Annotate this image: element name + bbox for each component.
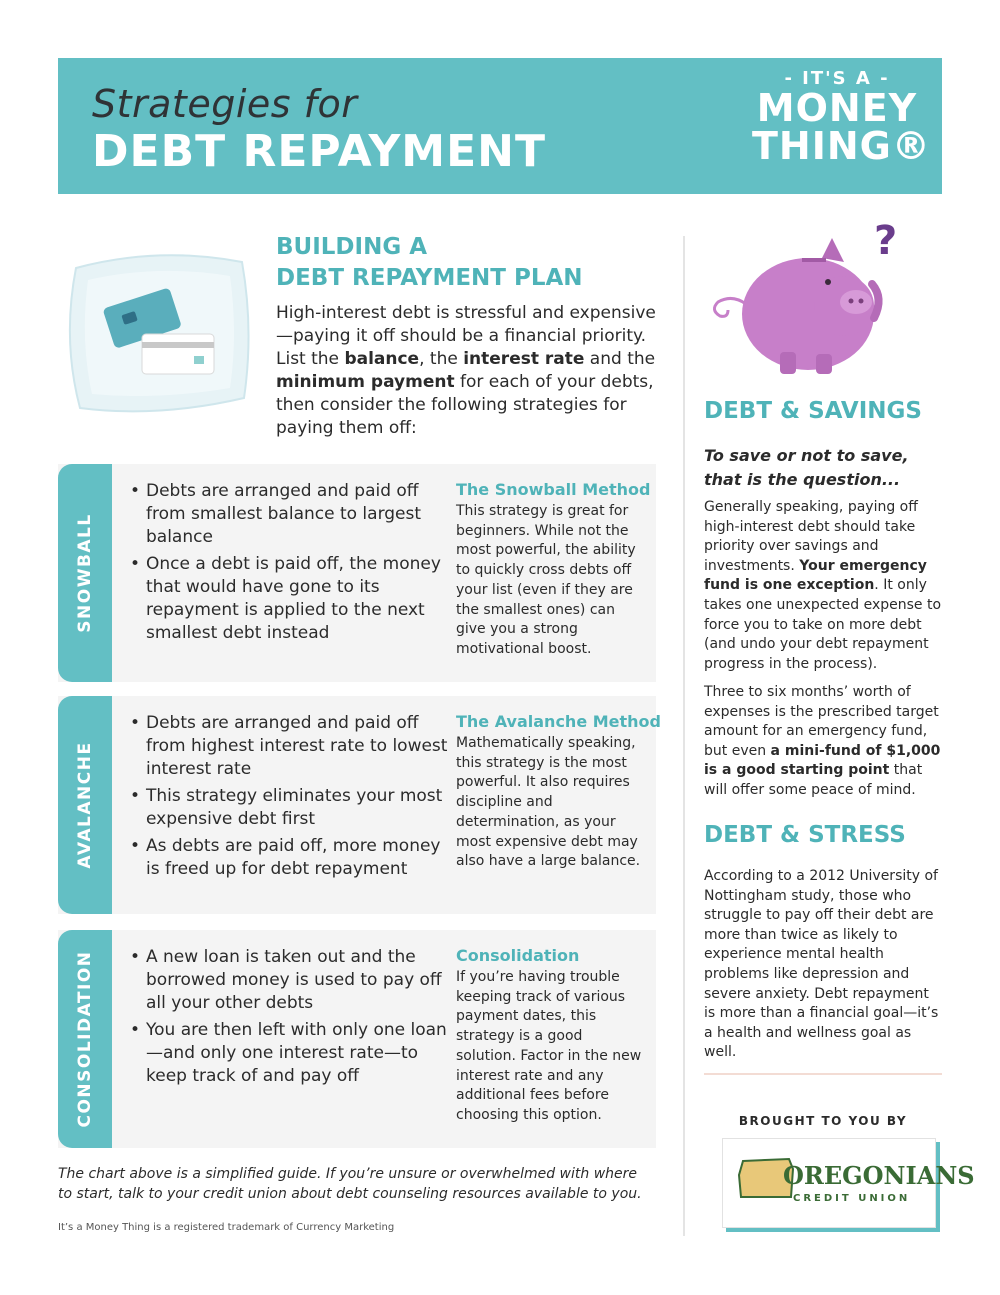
strategy-tab-label: AVALANCHE	[75, 741, 95, 869]
strategy-snowball	[58, 464, 656, 682]
brand-line2: THING®	[752, 124, 931, 168]
piggy-bank-icon	[706, 222, 906, 382]
brand-line1: MONEY	[756, 86, 918, 130]
intro-heading-line1: BUILDING A	[276, 234, 428, 260]
method-text: If you’re having trouble keeping track of various payment dates, this strategy is a good solution. Factor in the new interest rate and any additional fees before choosing this option.	[456, 969, 642, 1123]
method-text: This strategy is great for beginners. While not the most powerful, the ability to quickly cross debts off your list (even if they are the smallest ones) can give you a strong motivational boost.	[456, 503, 636, 657]
savings-text-part: Three to six months’ worth of expenses is the prescribed target amount for an emergency fund, but even	[704, 684, 939, 759]
savings-heading: DEBT & SAVINGS	[704, 398, 922, 424]
credit-union-logo	[722, 1138, 975, 1228]
header-banner	[58, 58, 942, 194]
method-title: The Avalanche Method	[456, 712, 661, 731]
strategy-bullets	[130, 712, 448, 885]
bullet-item: • Debts are arranged and paid off from highest interest rate to lowest interest rate	[130, 712, 448, 781]
credit-union-subtitle: CREDIT UNION	[793, 1193, 911, 1204]
strategy-tab	[58, 464, 112, 682]
method-text: Mathematically speaking, this strategy is the most powerful. It also requires discipline and determination, as your most expensive debt may also have a large balance.	[456, 735, 641, 870]
intro-bold-interest-rate: interest rate	[463, 349, 585, 369]
savings-subheading: To save or not to save, that is the question...	[704, 446, 909, 489]
bullet-item: • Once a debt is paid off, the money that would have gone to its repayment is applied to the next smallest debt instead	[130, 553, 448, 645]
intro-text	[276, 302, 666, 440]
savings-paragraph-2	[704, 683, 944, 801]
strategy-avalanche	[58, 696, 661, 914]
intro-bold-minimum-payment: minimum payment	[276, 372, 455, 392]
bullet-item: • As debts are paid off, more money is freed up for debt repayment	[130, 835, 448, 881]
strategy-consolidation	[58, 930, 656, 1148]
divider	[704, 1073, 942, 1075]
strategy-tab-label: CONSOLIDATION	[75, 950, 95, 1128]
brand-logo	[752, 68, 931, 168]
savings-bold-mini-fund: a mini-fund of $1,000 is a good starting point	[704, 742, 941, 779]
intro-heading-line2: DEBT REPAYMENT PLAN	[276, 265, 583, 291]
strategy-tab-label: SNOWBALL	[75, 513, 95, 633]
footnote: The chart above is a simplified guide. If you’re unsure or overwhelmed with where to start, talk to your credit union about debt counseling resources available to you.	[58, 1166, 642, 1202]
intro-text-part: High-interest debt is stressful and expensive—paying it off should be a financial priority. List the	[276, 303, 656, 369]
stress-heading: DEBT & STRESS	[704, 822, 906, 848]
method-box	[456, 712, 661, 872]
strategy-tab	[58, 696, 112, 914]
brought-to-you-label: BROUGHT TO YOU BY	[738, 1114, 908, 1128]
savings-text-part: Generally speaking, paying off high-interest debt should take priority over savings and investments.	[704, 499, 918, 574]
savings-paragraph-1	[704, 498, 944, 674]
svg-text:?: ?	[874, 222, 898, 264]
strategy-tab	[58, 930, 112, 1148]
title-script: Strategies for	[92, 82, 358, 126]
method-box	[456, 480, 651, 660]
stress-paragraph: According to a 2012 University of Nottingham study, those who struggle to pay off their debt are more than twice as likely to experience mental health problems like depression and severe anxiety. Debt repayment is more than a financial goal—it’s a health and wellness goal as well.	[704, 868, 939, 1061]
intro-text-part: , the	[419, 349, 464, 369]
bullet-item: • A new loan is taken out and the borrowed money is used to pay off all your other debts	[130, 946, 448, 1015]
method-title: Consolidation	[456, 946, 580, 965]
savings-bold-emergency-fund: Your emergency fund is one exception	[704, 557, 927, 594]
intro-text-part: for each of your debts, then consider the following strategies for paying them off:	[276, 372, 654, 438]
bullet-item: • You are then left with only one loan—and only one interest rate—to keep track of and pay off	[130, 1019, 448, 1088]
trademark-note: It’s a Money Thing is a registered trademark of Currency Marketing	[58, 1222, 395, 1233]
credit-card-ice-icon	[66, 250, 252, 416]
intro-bold-balance: balance	[344, 349, 420, 369]
method-title: The Snowball Method	[456, 480, 651, 499]
brand-top: - IT'S A -	[784, 68, 890, 89]
column-divider	[683, 236, 685, 1236]
credit-union-name: OREGONIANS	[783, 1161, 975, 1190]
bullet-item: • Debts are arranged and paid off from smallest balance to largest balance	[130, 480, 448, 549]
bullet-item: • This strategy eliminates your most expensive debt first	[130, 785, 448, 831]
method-box	[456, 946, 646, 1126]
intro-text-part: and the	[584, 349, 656, 369]
strategy-bullets	[130, 946, 448, 1092]
intro-heading	[276, 232, 656, 294]
savings-text-part: . It only takes one unexpected expense to force you to take on more debt (and undo your debt repayment progress in the process).	[704, 577, 942, 672]
page-title: DEBT REPAYMENT	[92, 126, 546, 177]
strategy-bullets	[130, 480, 448, 649]
savings-text-part: that will offer some peace of mind.	[704, 762, 923, 798]
